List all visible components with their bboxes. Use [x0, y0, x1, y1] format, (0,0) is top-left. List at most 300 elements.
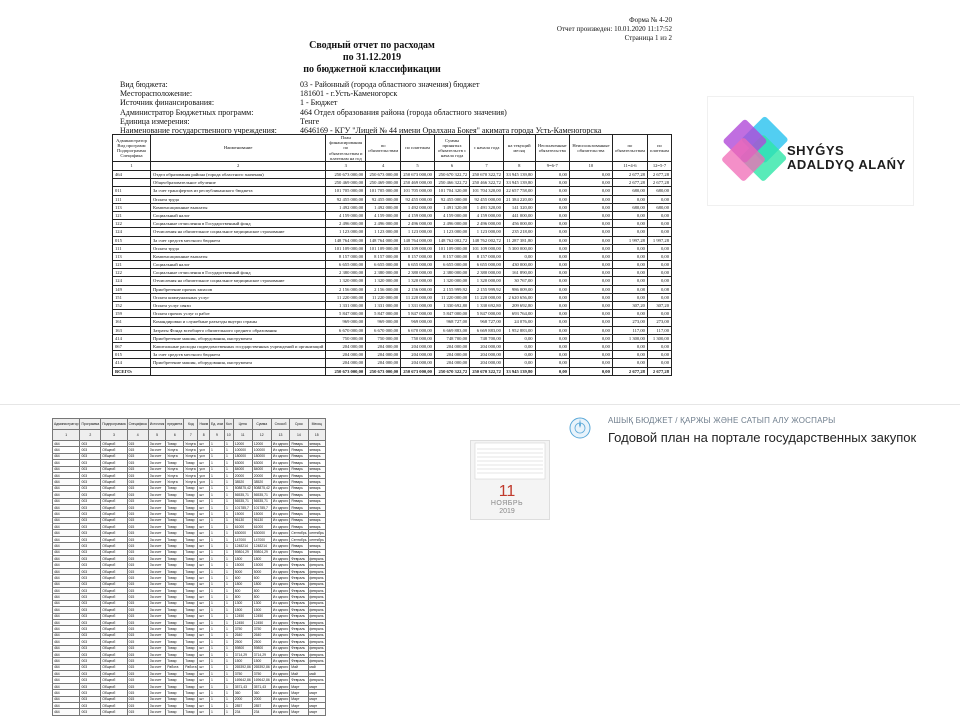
sheet-cell: 015 [127, 587, 148, 593]
sheet-cell: Товар [184, 549, 198, 555]
brand-logo[interactable] [708, 97, 913, 205]
sheet-cell: 1 [210, 447, 225, 453]
sheet-column-number: 14 [290, 430, 308, 441]
table-cell: 0,00 [569, 285, 612, 293]
sheet-cell: 1 [210, 626, 225, 632]
table-cell: 0,00 [647, 342, 671, 350]
table-cell: 2 156 000,00 [401, 285, 435, 293]
sheet-cell: 015 [127, 575, 148, 581]
sheet-cell: 100000 [233, 447, 252, 453]
table-cell: 2 496 000,00 [326, 220, 366, 228]
sheet-cell: 015 [127, 671, 148, 677]
sheet-cell: 1 [210, 677, 225, 683]
sheet-cell: февраль [309, 678, 324, 683]
sheet-cell: Февраль [290, 575, 308, 581]
table-cell: 1 123 000,00 [401, 228, 435, 236]
sheet-cell: 1 [224, 530, 233, 536]
sheet-cell: шт [198, 632, 210, 638]
sheet-cell: Товар [166, 600, 184, 606]
sheet-cell: 464 [53, 690, 80, 696]
sheet-cell: 1 [224, 549, 233, 555]
sheet-cell: Из одного [272, 703, 289, 708]
sheet-cell: За счет [148, 677, 165, 683]
table-cell: 11 220 000,00 [470, 293, 504, 301]
table-cell: 204 000,00 [366, 351, 401, 359]
table-cell: Социальный налог [150, 211, 325, 219]
sheet-cell: Товар [184, 709, 198, 715]
table-cell: 250 673 000,00 [326, 171, 366, 179]
sheet-cell: 015 [127, 447, 148, 453]
sheet-cell: 1 [224, 524, 233, 530]
sheet-cell: 1 [210, 619, 225, 625]
column-number: 10 [569, 162, 612, 171]
sheet-cell: Общеоб [101, 658, 127, 664]
sheet-cell: Общеоб [101, 587, 127, 593]
sheet-cell: Товар [184, 645, 198, 651]
table-cell: 4 159 000,00 [366, 211, 401, 219]
sheet-cell: 1 [224, 632, 233, 638]
sheet-cell: 1 [224, 664, 233, 670]
sheet-cell: январь [308, 472, 325, 478]
sheet-cell: усл [198, 466, 210, 472]
sheet-cell: 1 [210, 703, 225, 709]
table-cell: 113 [113, 252, 151, 260]
sheet-cell: 003 [80, 498, 101, 504]
sheet-cell: Март [290, 690, 308, 696]
expense-report-document [62, 12, 682, 404]
sheet-cell: Общеоб [101, 703, 127, 709]
sheet-cell: Февраль [290, 581, 308, 587]
table-cell: 4 159 000,00 [326, 211, 366, 219]
sheet-cell: Общеоб [101, 683, 127, 689]
sheet-cell: шт [198, 696, 210, 702]
sheet-cell: 56535,71 [233, 498, 252, 504]
column-header: по платежам [401, 135, 435, 162]
sheet-cell: 508875,42 [253, 486, 270, 491]
sheet-cell: 003 [80, 511, 101, 517]
sheet-cell: Февраль [290, 587, 308, 593]
sheet-cell: Общеоб [101, 441, 127, 447]
table-cell: 968 727,00 [470, 318, 504, 326]
table-cell: 750 000,00 [366, 334, 401, 342]
table-cell: 2 496 000,00 [434, 220, 469, 228]
sheet-cell: 003 [80, 504, 101, 510]
table-cell: 1 123 000,00 [366, 228, 401, 236]
sheet-cell: Общеоб [101, 664, 127, 670]
table-cell: Командировки и служебные разъезды внутри страны [150, 318, 325, 326]
sheet-cell: 84000 [252, 466, 271, 472]
meta-value: 181601 - г.Усть-Каменогорск [300, 89, 398, 99]
sheet-cell: шт [198, 709, 210, 715]
sheet-cell: январь [308, 498, 325, 504]
sheet-cell: 003 [80, 472, 101, 478]
table-cell: 0,00 [503, 342, 535, 350]
sheet-cell: Общеоб [101, 517, 127, 523]
sheet-cell: шт [198, 613, 210, 619]
sheet-cell: Из одного [272, 620, 289, 625]
sheet-cell: 180000 [252, 453, 271, 459]
sheet-cell: Услуга [166, 447, 184, 453]
sheet-cell: Товар [166, 581, 184, 587]
table-cell: 250 469 000,00 [326, 179, 366, 187]
sheet-cell: 015 [127, 562, 148, 568]
sheet-cell: шт [198, 626, 210, 632]
sheet-cell: Товар [166, 613, 184, 619]
meta-value: 464 Отдел образования района (города областного значения) [300, 107, 507, 117]
sheet-cell: Январь [290, 524, 308, 530]
table-cell: 969 000,00 [326, 318, 366, 326]
sheet-cell: 464 [53, 607, 80, 613]
sheet-cell: 20000 [233, 472, 252, 478]
table-cell: 0,00 [612, 261, 647, 269]
meta-key: Вид бюджета: [120, 80, 168, 89]
table-row [113, 326, 672, 334]
sheet-cell: 1 [210, 485, 225, 491]
sheet-cell: 1 [224, 658, 233, 664]
sheet-cell: За счет [148, 607, 165, 613]
sheet-cell: Из одного [272, 511, 289, 516]
table-cell: 0,00 [535, 302, 569, 310]
table-cell: 5 847 000,00 [470, 310, 504, 318]
news-card[interactable] [472, 412, 960, 520]
sheet-cell: Товар [184, 613, 198, 619]
sheet-cell: февраль [309, 633, 324, 638]
sheet-cell: 100000 [252, 447, 271, 453]
sheet-cell: 1 [224, 441, 233, 447]
table-cell: 693 764,00 [503, 310, 535, 318]
sheet-cell: Товар [166, 645, 184, 651]
table-cell: 969 000,00 [401, 318, 435, 326]
sheet-cell: шт [198, 517, 210, 523]
table-cell: 0,00 [535, 252, 569, 260]
sheet-cell: 360 [233, 690, 252, 696]
sheet-cell: 1 [224, 575, 233, 581]
sheet-cell: февраль [309, 646, 324, 651]
sheet-column-header: Программа [80, 419, 101, 430]
sheet-cell: 1 [210, 683, 225, 689]
sheet-cell: январь [308, 504, 325, 510]
column-number: 11=4-6 [612, 162, 647, 171]
sheet-cell: шт [198, 677, 210, 683]
sheet-cell: май [308, 671, 325, 677]
sheet-cell: 1 [210, 639, 225, 645]
sheet-cell: За счет [148, 619, 165, 625]
sheet-cell: За счет [148, 536, 165, 542]
sheet-cell: 464 [53, 524, 80, 530]
table-cell: 92 455 000,00 [326, 195, 366, 203]
sheet-cell: 015 [127, 530, 148, 536]
sheet-cell: 2640 [252, 632, 271, 638]
sheet-cell: Общеоб [101, 492, 127, 498]
table-cell: 0,00 [612, 244, 647, 252]
table-cell: 680,00 [612, 203, 647, 211]
sheet-cell: Товар [166, 536, 184, 542]
table-cell: 748 700,00 [470, 334, 504, 342]
sheet-cell: 015 [127, 517, 148, 523]
news-breadcrumb[interactable]: АШЫҚ БЮДЖЕТ / ҚАРЖЫ ЖӘНЕ САТЫП АЛУ ЖОСПАРЫ [608, 416, 836, 425]
sheet-column-header: Источник [148, 419, 165, 430]
column-header: Наименование [150, 135, 325, 162]
meta-value: 1 - Бюджет [300, 98, 338, 108]
sheet-cell: За счет [148, 441, 165, 447]
sheet-cell: За счет [148, 556, 165, 562]
table-cell: 0,00 [569, 326, 612, 334]
table-cell: 148 764 000,00 [326, 236, 366, 244]
sheet-cell: Февраль [290, 562, 308, 568]
sheet-cell: За счет [148, 671, 165, 677]
table-cell: 0,00 [535, 244, 569, 252]
table-row [113, 293, 672, 301]
sheet-cell: 2857 [233, 703, 252, 709]
total-cell: 0,00 [569, 367, 612, 375]
sheet-cell: 1 [224, 651, 233, 657]
sheet-cell: Общеоб [101, 549, 127, 555]
table-cell: 0,00 [535, 220, 569, 228]
table-cell: 2 155 999,92 [470, 285, 504, 293]
sheet-cell: 015 [127, 556, 148, 562]
sheet-cell: Общеоб [101, 619, 127, 625]
table-cell: 0,00 [569, 220, 612, 228]
table-cell: 1 331 000,00 [401, 302, 435, 310]
sheet-cell: За счет [148, 453, 165, 459]
sheet-cell: 015 [127, 632, 148, 638]
table-cell: 0,00 [612, 293, 647, 301]
sheet-cell: Общеоб [101, 594, 127, 600]
table-cell: 11 287 381,80 [503, 236, 535, 244]
table-cell: 0,00 [535, 203, 569, 211]
meta-value: Тенге [300, 116, 320, 126]
sheet-cell: 3714,29 [233, 651, 252, 657]
table-row [113, 269, 672, 277]
table-cell: 161 [113, 318, 151, 326]
document-thumbnail-icon [471, 441, 549, 481]
sheet-cell: За счет [148, 492, 165, 498]
sheet-cell: 265392,86 [234, 665, 251, 670]
sheet-cell: 5000 [233, 568, 252, 574]
table-cell: 163 [113, 326, 151, 334]
sheet-cell: Общеоб [101, 671, 127, 677]
table-cell: 2 677,28 [647, 179, 671, 187]
meta-value: 4646169 - КГУ "Лицей № 44 имени Оралхана Бокея" акимата города Усть-Каменогорска [300, 126, 602, 136]
table-row [113, 244, 672, 252]
sheet-cell: 1 [210, 460, 225, 466]
sheet-cell: 464 [53, 485, 80, 491]
sheet-cell: 015 [127, 664, 148, 670]
sheet-cell: Общеоб [101, 709, 127, 715]
table-cell: 1 331 000,00 [366, 302, 401, 310]
sheet-cell: Товар [184, 517, 198, 523]
sheet-cell: 1 [224, 613, 233, 619]
table-cell: 0,00 [647, 293, 671, 301]
sheet-cell: январь [308, 492, 325, 498]
sheet-cell: Январь [290, 447, 308, 453]
table-cell: 122 [113, 269, 151, 277]
table-cell: 6 669 883,00 [470, 326, 504, 334]
sheet-cell: январь [308, 543, 325, 549]
sheet-cell: 015 [127, 460, 148, 466]
table-row [113, 351, 672, 359]
table-cell: 0,00 [569, 269, 612, 277]
sheet-cell: февраль [309, 658, 324, 663]
sheet-cell: Товар [166, 504, 184, 510]
sheet-cell: Январь [290, 549, 308, 555]
date-month: НОЯБРЬ [490, 500, 524, 507]
sheet-cell: 003 [80, 479, 101, 485]
table-cell: 456 000,00 [503, 220, 535, 228]
sheet-cell: январь [308, 549, 325, 555]
sheet-cell: 1 [210, 536, 225, 542]
sheet-cell: Общеоб [101, 511, 127, 517]
table-cell: 8 157 000,00 [470, 252, 504, 260]
table-cell: 24 076,00 [503, 318, 535, 326]
sheet-cell: 003 [80, 709, 101, 715]
table-cell: 0,00 [569, 351, 612, 359]
table-row [113, 187, 672, 195]
table-cell: 250 469 000,00 [366, 179, 401, 187]
sheet-cell: 12450 [233, 619, 252, 625]
sheet-column-header: Подпрограмма [101, 419, 127, 430]
sheet-cell: 1248214 [252, 543, 271, 549]
sheet-cell: 800 [233, 587, 252, 593]
sheet-cell: За счет [148, 696, 165, 702]
sheet-cell: шт [198, 536, 210, 542]
table-cell: 101 705 000,00 [401, 187, 435, 195]
sheet-cell: шт [198, 575, 210, 581]
table-cell: 121 [113, 211, 151, 219]
meta-key: Наименование государственного учреждения: [120, 126, 277, 136]
table-cell: 235 218,00 [503, 228, 535, 236]
sheet-cell: Товар [184, 651, 198, 657]
sheet-cell: Сентябрь [291, 531, 307, 536]
meta-value: 03 - Районный (города областного значения) бюджет [300, 80, 480, 89]
sheet-cell: 508875,42 [234, 486, 251, 491]
sheet-cell: усл [198, 472, 210, 478]
table-cell: 0,08 [647, 285, 671, 293]
sheet-cell: 1 [224, 447, 233, 453]
sheet-cell: 234 [252, 709, 271, 715]
table-cell: 111 [113, 195, 151, 203]
sheet-cell: Услуга [166, 472, 184, 478]
sheet-cell: 003 [80, 460, 101, 466]
state-emblem-icon [568, 416, 592, 440]
sheet-column-header: Сумма [252, 419, 271, 430]
report-title [62, 40, 682, 76]
column-number: 9=6-7 [535, 162, 569, 171]
sheet-cell: шт [198, 543, 210, 549]
sheet-cell: Товар [184, 671, 198, 677]
sheet-cell: 800 [233, 594, 252, 600]
sheet-cell: Общеоб [101, 632, 127, 638]
table-cell: 6 669 883,00 [434, 326, 469, 334]
news-date [476, 484, 538, 516]
sheet-cell: 464 [53, 466, 80, 472]
sheet-cell: Общеоб [101, 536, 127, 542]
table-cell: 0,00 [569, 318, 612, 326]
sheet-cell: Общеоб [101, 645, 127, 651]
table-cell: 152 [113, 302, 151, 310]
table-cell: Компенсационные выплаты [150, 252, 325, 260]
sheet-cell: 2000 [252, 696, 271, 702]
table-cell: 2 380 000,00 [326, 269, 366, 277]
sheet-cell: 84000 [233, 466, 252, 472]
sheet-cell: Январь [290, 504, 308, 510]
sheet-cell: 003 [80, 664, 101, 670]
table-cell: 0,00 [535, 187, 569, 195]
sheet-cell: Март [290, 696, 308, 702]
sheet-cell: 59800 [252, 645, 271, 651]
table-cell: 1 997,28 [612, 236, 647, 244]
sheet-cell: Из одного [272, 550, 289, 555]
table-cell: 680,00 [647, 203, 671, 211]
sheet-cell: Из одного [272, 614, 289, 619]
sheet-cell: 003 [80, 658, 101, 664]
sheet-cell: шт [198, 460, 210, 466]
sheet-cell: 015 [127, 696, 148, 702]
sheet-cell: Из одного [272, 531, 289, 536]
sheet-cell: 464 [53, 619, 80, 625]
sheet-cell: Из одного [272, 690, 289, 695]
table-cell: 4 159 000,00 [434, 211, 469, 219]
table-cell: 151 [113, 293, 151, 301]
news-title[interactable]: Годовой план на портале государственных закупок [608, 430, 917, 445]
table-cell: 2 496 000,00 [401, 220, 435, 228]
sheet-cell: 464 [53, 632, 80, 638]
sheet-cell: За счет [148, 549, 165, 555]
sheet-column-header: Наим [198, 419, 210, 430]
sheet-cell: 464 [53, 671, 80, 677]
sheet-cell: Февраль [290, 632, 308, 638]
table-cell: 250 466 322,72 [434, 179, 469, 187]
plan-table-head [53, 419, 326, 441]
sheet-cell: январь [308, 517, 325, 523]
sheet-cell: 464 [53, 511, 80, 517]
sheet-cell: Из одного [272, 627, 289, 632]
table-cell: 204 000,00 [434, 359, 469, 367]
sheet-cell: 1 [210, 517, 225, 523]
sheet-cell: Товар [166, 696, 184, 702]
sheet-cell: 015 [127, 543, 148, 549]
table-cell: 4 159 000,00 [470, 211, 504, 219]
table-cell: 0,00 [612, 310, 647, 318]
table-cell: 0,00 [612, 252, 647, 260]
sheet-cell: 003 [80, 690, 101, 696]
sheet-cell: За счет [148, 575, 165, 581]
table-cell: Приобретение машин, оборудования, инструмента [150, 334, 325, 342]
table-row [113, 310, 672, 318]
sheet-cell: февраль [309, 569, 324, 574]
sheet-column-header: предмета [166, 419, 184, 430]
sheet-cell: Товар [166, 460, 184, 466]
sheet-cell: 003 [80, 594, 101, 600]
table-cell: 441 000,00 [503, 211, 535, 219]
sheet-cell: 234 [233, 709, 252, 715]
table-cell: 1 492 000,00 [366, 203, 401, 211]
table-cell: 464 [113, 171, 151, 179]
sheet-cell: 003 [80, 587, 101, 593]
sheet-cell: Товар [166, 530, 184, 536]
sheet-cell: 1 [210, 651, 225, 657]
sheet-cell: 003 [80, 556, 101, 562]
table-cell: 0,00 [647, 359, 671, 367]
sheet-cell: 003 [80, 549, 101, 555]
sheet-cell: 003 [80, 619, 101, 625]
sheet-cell: Товар [166, 619, 184, 625]
sheet-cell: шт [198, 549, 210, 555]
sheet-cell: 464 [53, 556, 80, 562]
table-cell: 0,00 [569, 179, 612, 187]
table-cell: 121 [113, 261, 151, 269]
section-divider [0, 404, 960, 405]
